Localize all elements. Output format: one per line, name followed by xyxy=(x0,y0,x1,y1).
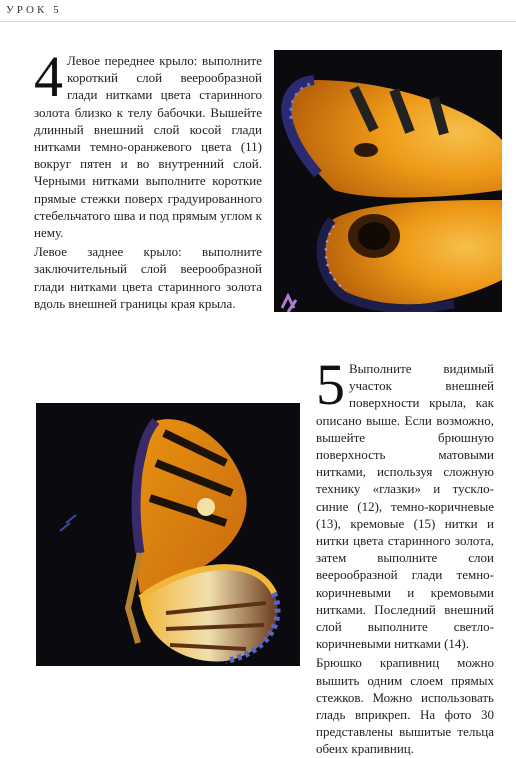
butterfly-wing-embroidery-photo xyxy=(274,50,502,312)
step-4-paragraph-2: Левое заднее крыло: выполните заключительный слой веерообразной глади нитками цвета старинного золота вдоль внешней границы края крыла. xyxy=(34,244,262,311)
step-5-paragraph-1: Выполните видимый участок внешней поверхности крыла, как описано выше. Если возможно, вышейте брюшную поверхность матовыми нитками, используя сложную технику «глазки» и тускло-синие (12), темно-коричневые (13), кремовые (15) нитки и нитки цвета старинного золота, затем выполните слои веерообразной глади темно-коричневыми и кремовыми нитками. Последний внешний слой выполните светло-коричневыми нитками (14). xyxy=(316,361,494,652)
step-5-text xyxy=(316,352,494,758)
step-5-number: 5 xyxy=(316,352,345,417)
page-header: УРОК 5 xyxy=(6,4,62,16)
step-4-paragraph-1: Левое переднее крыло: выполните короткий слой веерообразной глади нитками цвета старинного золота близко к телу бабочки. Вышейте длинный внешний слой косой глади нитками темно-оранжевого цвета (11) вокруг пятен и во внутренний слой. Черными нитками выполните короткие прямые стежки поверх градуированного стебельчатого шва и под прямым углом к нему. xyxy=(34,53,262,241)
step-4-number: 4 xyxy=(34,44,63,109)
butterfly-embroidery-photo xyxy=(36,403,300,666)
step-5-paragraph-2: Брюшко крапивниц можно вышить одним слоем прямых стежков. Можно использовать гладь вприкреп. На фото 30 представлены вышитые тельца обеих крапивниц. xyxy=(316,655,494,757)
wing-photo-top xyxy=(274,50,502,312)
butterfly-photo-bottom xyxy=(36,403,300,666)
step-4-text xyxy=(34,44,262,312)
header-divider xyxy=(0,21,516,22)
